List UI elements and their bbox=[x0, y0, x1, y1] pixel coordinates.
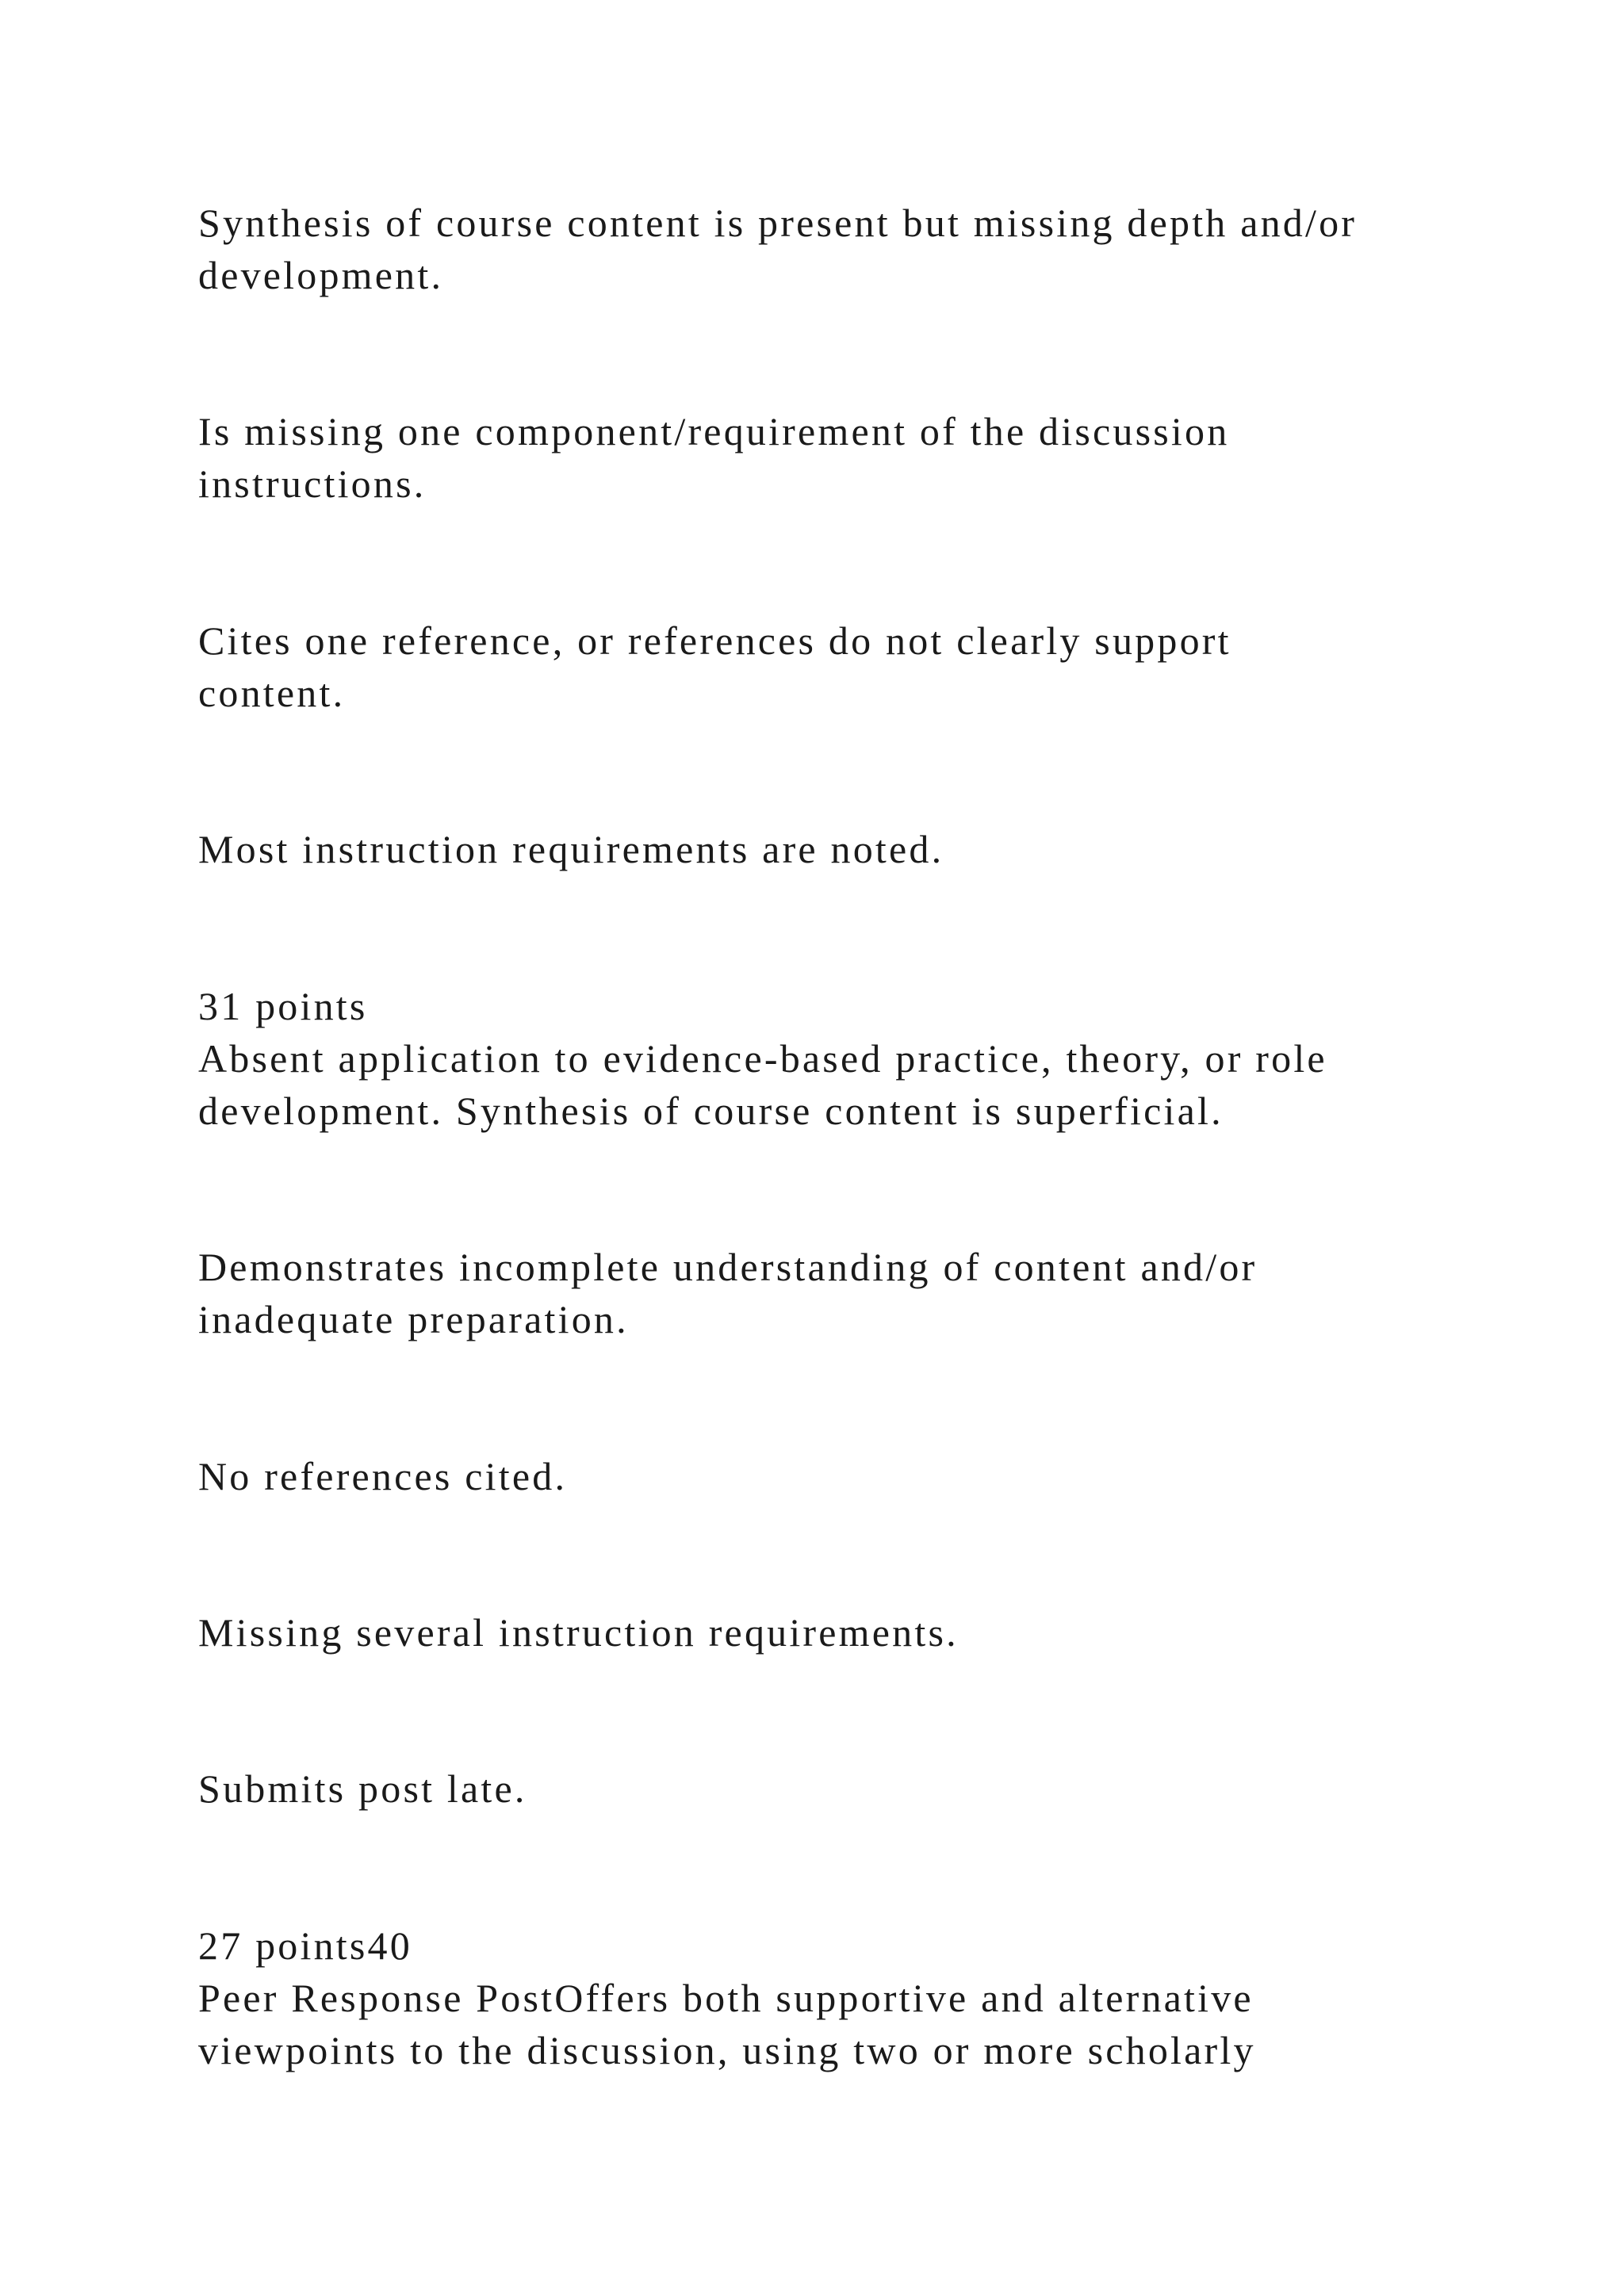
text-line: Missing several instruction requirements. bbox=[198, 1610, 959, 1655]
text-line: inadequate preparation. bbox=[198, 1297, 629, 1341]
text-line: Absent application to evidence-based practice, theory, or role bbox=[198, 1036, 1327, 1081]
text-line: instructions. bbox=[198, 461, 427, 506]
text-line: Synthesis of course content is present but missing depth and/or bbox=[198, 201, 1358, 245]
text-line: content. bbox=[198, 671, 346, 715]
text-line: Submits post late. bbox=[198, 1766, 527, 1811]
text-line: Peer Response PostOffers both supportive and alternative bbox=[198, 1976, 1254, 2020]
text-line: Most instruction requirements are noted. bbox=[198, 827, 944, 871]
text-line: Cites one reference, or references do not clearly support bbox=[198, 618, 1231, 663]
text-line: Demonstrates incomplete understanding of content and/or bbox=[198, 1245, 1258, 1289]
text-line: Is missing one component/requirement of the discussion bbox=[198, 409, 1230, 453]
points-label: 31 points bbox=[198, 984, 368, 1028]
text-line: development. bbox=[198, 253, 444, 297]
text-line: viewpoints to the discussion, using two or more scholarly bbox=[198, 2028, 1256, 2072]
text-line: development. Synthesis of course content is superficial. bbox=[198, 1089, 1224, 1133]
text-line: No references cited. bbox=[198, 1454, 568, 1498]
points-label: 27 points40 bbox=[198, 1923, 412, 1968]
